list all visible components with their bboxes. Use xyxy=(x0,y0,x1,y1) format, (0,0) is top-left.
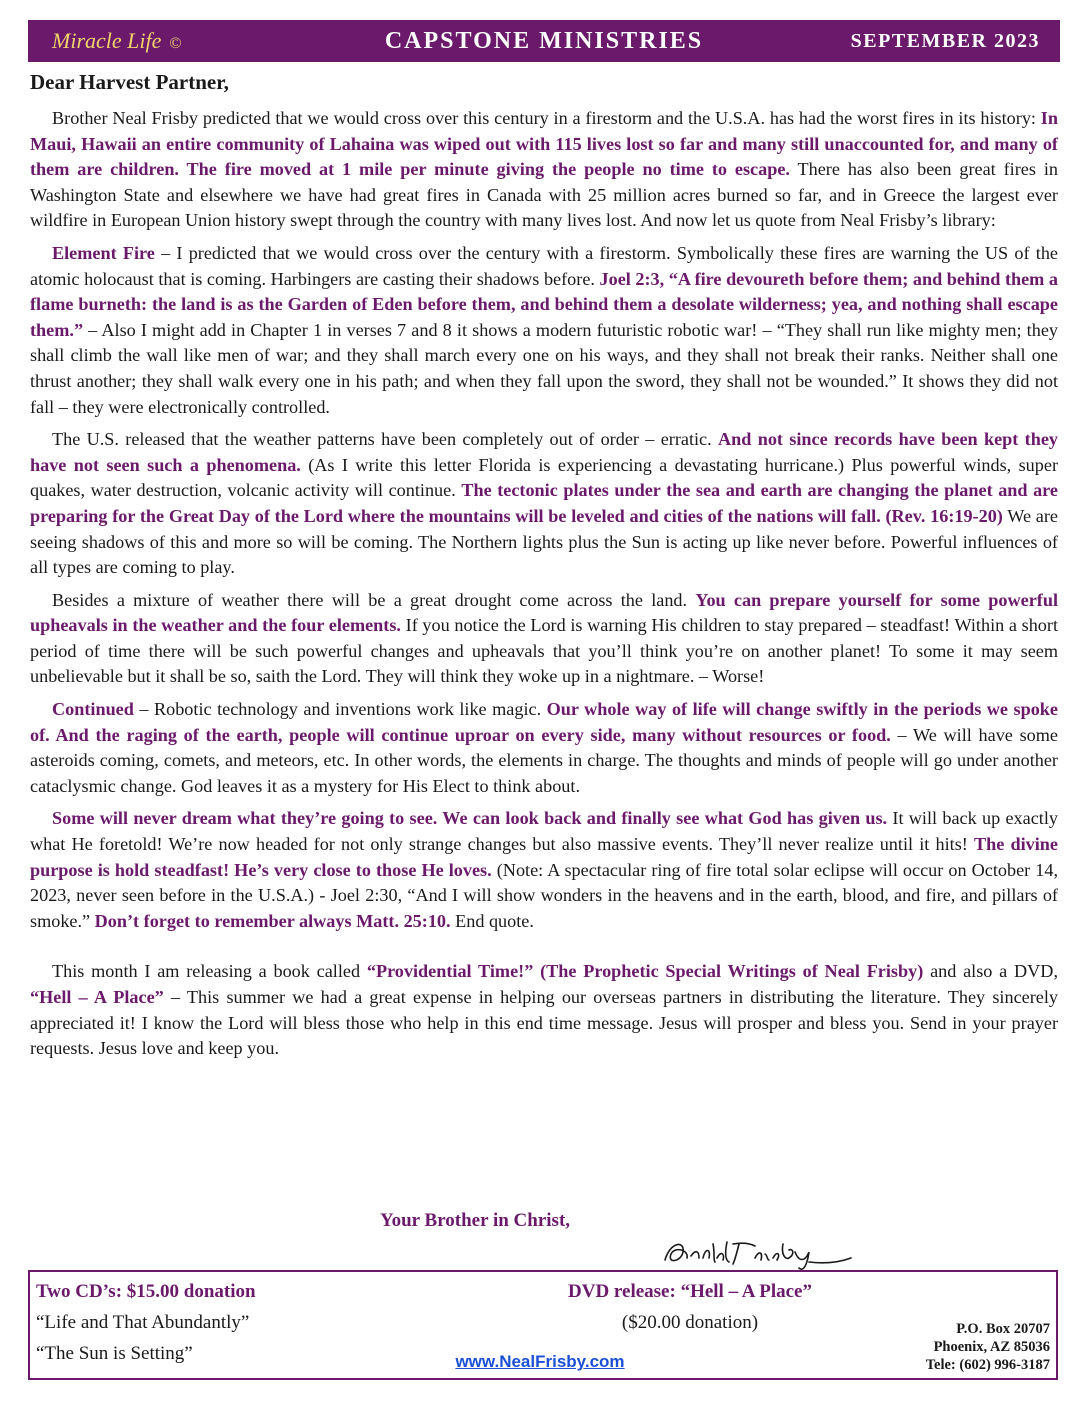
cd-offer xyxy=(36,1276,256,1369)
text: There has also been great fires in Washington State and elsewhere we have had great fires in Canada with 25 million acres burned so far, and in Greece the largest ever wildfire in European Union history swept through the country with many lives lost. And now let us quote from Neal Frisby’s library: xyxy=(30,159,1058,231)
paragraph-1 xyxy=(30,106,1058,234)
dvd-heading: DVD release: “Hell – A Place” xyxy=(568,1281,812,1302)
spacer xyxy=(30,941,1058,959)
brand-name: Miracle Life xyxy=(52,28,162,53)
text: – We will have some asteroids coming, comets, and meteors, etc. In other words, the elements in charge. The thoughts and minds of people will go under another cataclysmic change. God leaves it as a mystery for His Elect to think about. xyxy=(30,724,1058,796)
footer-box xyxy=(28,1270,1058,1380)
text: The U.S. released that the weather patterns have been completely out of order – erratic. xyxy=(52,429,719,450)
paragraph-2 xyxy=(30,241,1058,420)
section-heading: Continued xyxy=(52,699,134,720)
section-heading: Element Fire xyxy=(52,242,155,263)
masthead-banner xyxy=(28,20,1060,62)
letter-body xyxy=(30,106,1058,1069)
text: – Also I might add in Chapter 1 in verses 7 and 8 it shows a modern futuristic robotic war! – “They shall run like mighty men; they shall climb the wall like men of war; and they shall march every one on his ways, and they shall not break their ranks. Neither shall one thrust another; they shall walk every one in his path; and when they fall upon the sword, they shall not be wounded.” It shows they did not fall – they were electronically controlled. xyxy=(30,319,1058,417)
text: (Note: A spectacular ring of fire total solar eclipse will occur on October 14, 2023, never seen before in the U.S.A.) - Joel 2:30, “And I will show wonders in the heavens and in the earth, blood, and fire, and pillars of smoke.” xyxy=(30,859,1059,931)
text: Brother Neal Frisby predicted that we would cross over this century in a firestorm and the U.S.A. has had the worst fires in its history: xyxy=(52,108,1041,128)
highlight: The divine purpose is hold steadfast! He’s very close to those He loves. xyxy=(30,834,1058,880)
address-line-2: Phoenix, AZ 85036 xyxy=(933,1339,1050,1355)
issue-date: SEPTEMBER 2023 xyxy=(850,30,1040,52)
organization-name: CAPSTONE MINISTRIES xyxy=(384,28,704,54)
text: – This summer we had a great expense in helping our overseas partners in distributing the literature. They sincerely appreciated it! I know the Lord will bless those who help in this end time message. Jesus will prosper and bless you. Send in your prayer requests. Jesus love and keep you. xyxy=(30,987,1058,1059)
copyright-mark: © xyxy=(169,35,182,52)
text: (As I write this letter Florida is experiencing a devastating hurricane.) Plus powerful winds, super quakes, water destruction, volcanic activity will continue. xyxy=(30,454,1058,501)
highlight: The tectonic plates under the sea and earth are changing the planet and are preparing for the Great Day of the Lord where the mountains will be leveled and cities of the nations will fall. (Rev. 16:19-20) xyxy=(30,480,1058,526)
dvd-price: ($20.00 donation) xyxy=(621,1312,759,1333)
text: Besides a mixture of weather there will be a great drought come across the land. xyxy=(52,589,696,610)
highlight: And not since records have been kept they have not seen such a phenomena. xyxy=(30,429,1059,475)
address-line-1: P.O. Box 20707 xyxy=(956,1321,1050,1337)
cd-title-2: “The Sun is Setting” xyxy=(36,1343,193,1364)
text: – Robotic technology and inventions work like magic. xyxy=(133,699,547,720)
text: If you notice the Lord is warning His children to stay prepared – steadfast! Within a short period of time there will be such powerful changes and upheavals that you’ll think you’re on another planet! To some it may seem unbelievable but it shall be so, saith the Lord. They will think they woke up in a nightmare. – Worse! xyxy=(30,615,1059,687)
highlight: Don’t forget to remember always Matt. 25:10. xyxy=(94,910,451,931)
signature xyxy=(655,1232,855,1272)
text: We are seeing shadows of this and more so will be coming. The Northern lights plus the Sun is acting up like never before. Powerful influences of all types are coming to play. xyxy=(30,505,1058,578)
cd-heading: Two CD’s: $15.00 donation xyxy=(36,1281,256,1302)
highlight: Our whole way of life will change swiftly in the periods we spoke of. And the raging of the earth, people will continue uproar on every side, many without resources or food. xyxy=(30,699,1058,745)
highlight: Some will never dream what they’re going to see. We can look back and finally see what God has given us. xyxy=(52,808,888,829)
closing-line: Your Brother in Christ, xyxy=(380,1210,571,1231)
paragraph-7 xyxy=(30,959,1058,1061)
highlight: Joel 2:3, “A fire devoureth before them; and behind them a flame burneth: the land is as the Garden of Eden before them, and behind them a desolate wilderness; yea, and nothing shall escape them.” xyxy=(30,268,1059,340)
text: – I predicted that we would cross over the century with a firestorm. Symbolically these fires are warning the US of the atomic holocaust that is coming. Harbingers are casting their shadows before. xyxy=(30,242,1058,289)
highlight: You can prepare yourself for some powerful upheavals in the weather and the four elements. xyxy=(30,589,1058,636)
highlight: In Maui, Hawaii an entire community of Lahaina was wiped out with 115 lives lost so far and many still unaccounted for, and many of them are children. The fire moved at 1 mile per minute giving the people no time to escape. xyxy=(30,108,1058,180)
mailing-address xyxy=(926,1320,1050,1374)
text: It will back up exactly what He foretold! We’re now headed for not only strange changes but also massive events. They’ll never realize until it hits! xyxy=(30,808,1058,855)
cd-title-1: “Life and That Abundantly” xyxy=(36,1312,250,1333)
highlight: “Hell – A Place” xyxy=(30,987,164,1007)
salutation: Dear Harvest Partner, xyxy=(30,70,229,94)
dvd-offer xyxy=(470,1276,910,1338)
paragraph-4 xyxy=(30,588,1058,690)
highlight: “Providential Time!” (The Prophetic Special Writings of Neal Frisby) xyxy=(366,961,924,982)
website-link[interactable]: www.NealFrisby.com xyxy=(455,1352,625,1371)
text: This month I am releasing a book called xyxy=(52,961,367,982)
text: End quote. xyxy=(450,910,534,931)
paragraph-6 xyxy=(30,806,1058,934)
paragraph-5 xyxy=(30,697,1058,799)
text: and also a DVD, xyxy=(923,961,1058,982)
paragraph-3 xyxy=(30,427,1058,581)
phone-number: Tele: (602) 996-3187 xyxy=(925,1357,1050,1373)
